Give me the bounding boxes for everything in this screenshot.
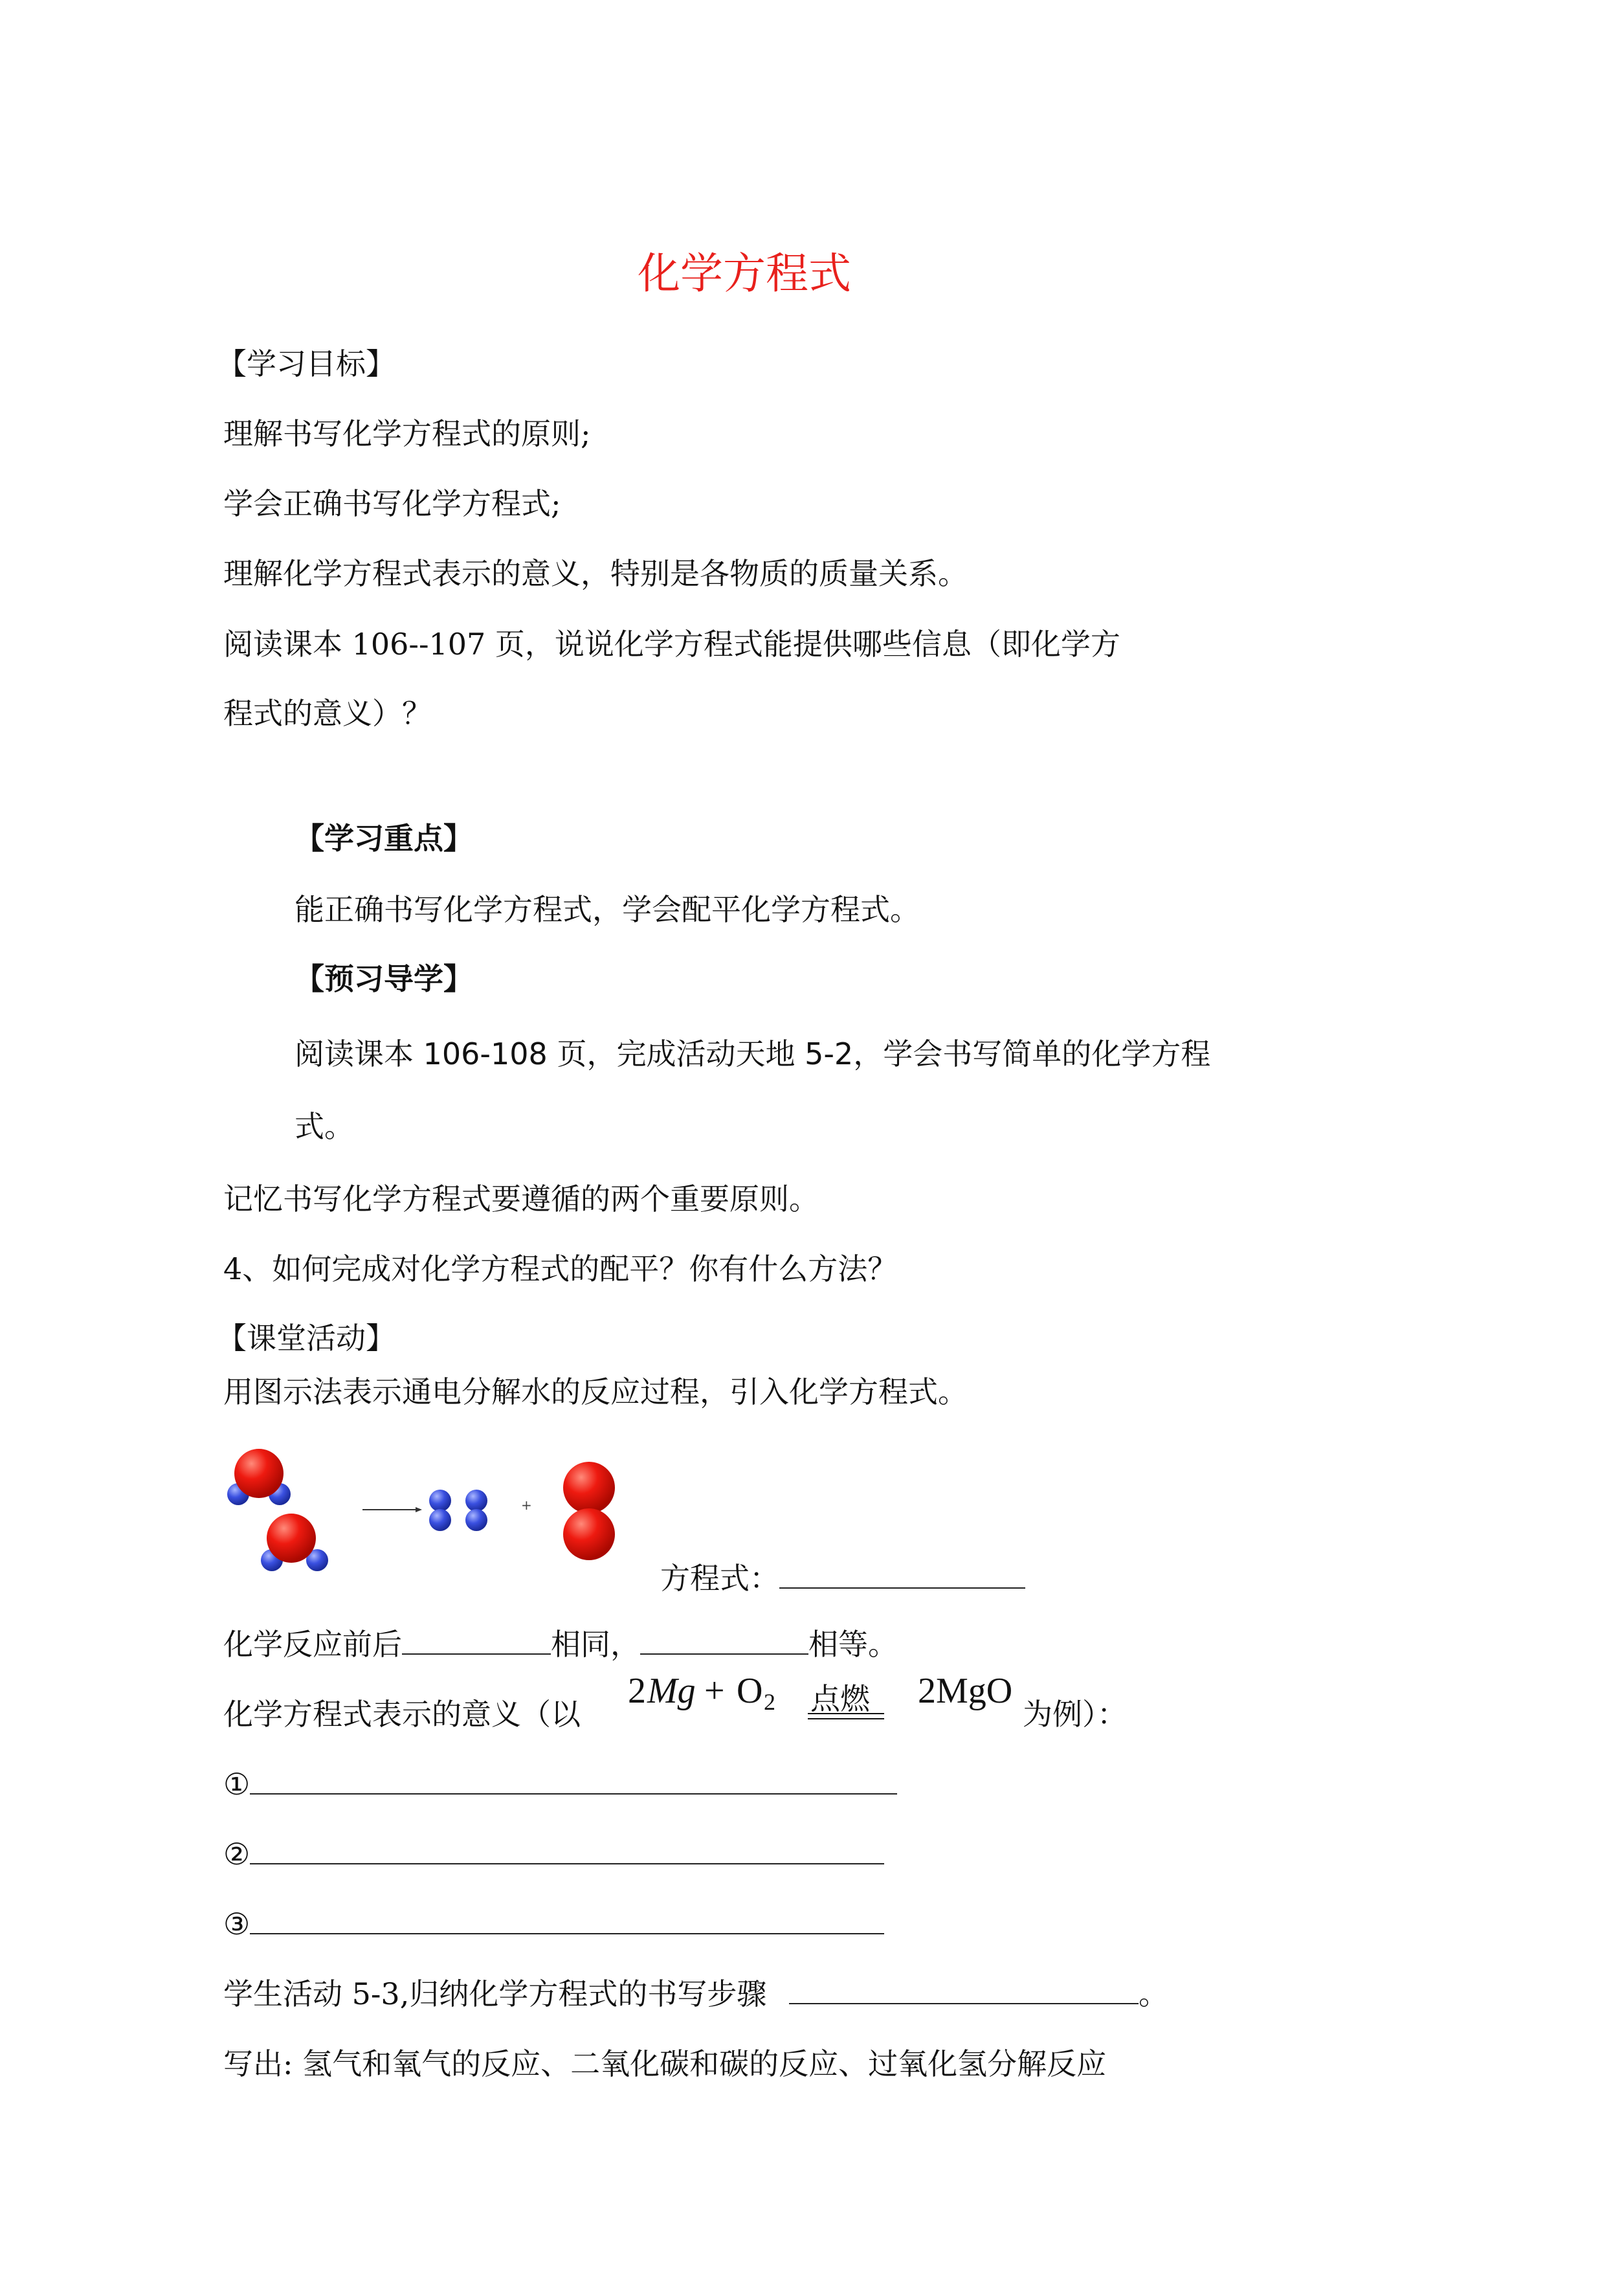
objective-3: 理解化学方程式表示的意义，特别是各物质的质量关系。 bbox=[223, 556, 968, 591]
reading-line-2: 程式的意义）？ bbox=[223, 696, 432, 731]
meaning-item-1 bbox=[223, 1765, 897, 1804]
focus-heading: 【学习重点】 bbox=[295, 821, 473, 856]
eq-coef: 2 bbox=[628, 1671, 646, 1711]
activity-line bbox=[223, 1974, 1168, 2013]
before-after-text-b: 相同， bbox=[551, 1627, 640, 1662]
circled-2: ② bbox=[223, 1837, 250, 1872]
meaning-item-2 bbox=[223, 1835, 884, 1874]
activity-text: 学生活动 5-3,归纳化学方程式的书写步骤 bbox=[223, 1976, 767, 2011]
hydrogen-molecules bbox=[429, 1490, 487, 1531]
activity-end: 。 bbox=[1138, 1976, 1168, 2011]
water-molecule-2 bbox=[261, 1514, 328, 1571]
svg-text:+: + bbox=[521, 1497, 532, 1513]
activity-blank[interactable] bbox=[789, 1974, 1139, 2004]
reading-line-1: 阅读课本 106--107 页，说说化学方程式能提供哪些信息（即化学方 bbox=[223, 627, 1120, 662]
preview-line-1: 阅读课本 106-108 页，完成活动天地 5-2，学会书写简单的化学方程 bbox=[295, 1036, 1211, 1071]
eq-double-line-top bbox=[808, 1713, 884, 1714]
page-title: 化学方程式 bbox=[638, 249, 851, 298]
objective-2: 学会正确书写化学方程式; bbox=[223, 486, 561, 521]
preview-heading: 【预习导学】 bbox=[295, 961, 473, 996]
write-out-line: 写出: 氢气和氧气的反应、二氧化碳和碳的反应、过氧化氢分解反应 bbox=[223, 2046, 1107, 2081]
question-4: 4、如何完成对化学方程式的配平？你有什么方法？ bbox=[223, 1251, 898, 1286]
before-after-text-a: 化学反应前后 bbox=[223, 1627, 402, 1662]
circled-3: ③ bbox=[223, 1907, 250, 1941]
oxygen-molecule bbox=[563, 1462, 615, 1560]
blank-same[interactable] bbox=[402, 1625, 551, 1655]
objectives-heading: 【学习目标】 bbox=[217, 346, 395, 381]
meaning-blank-1[interactable] bbox=[250, 1765, 897, 1795]
focus-text: 能正确书写化学方程式，学会配平化学方程式。 bbox=[295, 892, 920, 927]
objective-1: 理解书写化学方程式的原则; bbox=[223, 416, 591, 451]
meaning-blank-2[interactable] bbox=[250, 1835, 884, 1864]
preview-line-2: 式。 bbox=[295, 1109, 354, 1144]
equation-line bbox=[660, 1559, 1025, 1598]
eq-o2: O bbox=[737, 1671, 763, 1711]
principles-line: 记忆书写化学方程式要遵循的两个重要原则。 bbox=[223, 1181, 819, 1216]
circled-1: ① bbox=[223, 1767, 250, 1802]
eq-product: 2MgO bbox=[918, 1671, 1013, 1711]
meaning-intro: 化学方程式表示的意义（以 bbox=[223, 1697, 581, 1732]
eq-condition: 点燃 bbox=[810, 1681, 870, 1716]
class-activity-intro: 用图示法表示通电分解水的反应过程，引入化学方程式。 bbox=[223, 1374, 968, 1409]
meaning-suffix: 为例）： bbox=[1023, 1697, 1127, 1732]
water-molecule-1 bbox=[227, 1449, 291, 1505]
before-after-line bbox=[223, 1625, 898, 1664]
meaning-blank-3[interactable] bbox=[250, 1905, 884, 1934]
meaning-item-3 bbox=[223, 1905, 884, 1943]
class-activity-heading: 【课堂活动】 bbox=[217, 1321, 395, 1356]
equation-label: 方程式： bbox=[660, 1561, 779, 1596]
eq-plus: + bbox=[704, 1671, 725, 1711]
eq-o2-sub: 2 bbox=[764, 1689, 775, 1715]
eq-mg: Mg bbox=[647, 1671, 696, 1711]
blank-equal[interactable] bbox=[640, 1625, 808, 1655]
eq-double-line-bottom bbox=[808, 1718, 884, 1719]
before-after-text-c: 相等。 bbox=[808, 1627, 898, 1662]
equation-blank[interactable] bbox=[779, 1559, 1025, 1589]
water-electrolysis-diagram bbox=[227, 1442, 628, 1611]
